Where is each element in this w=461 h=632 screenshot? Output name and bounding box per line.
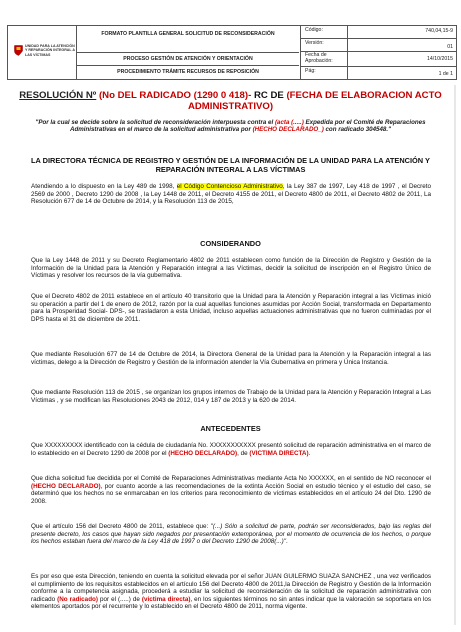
- antecedentes-paragraph-1: [31, 442, 431, 457]
- subtitle-text: "Por la cual se decide sobre la solicitud de reconsideración interpuesta contra el: [35, 119, 274, 126]
- considerando-paragraph-4: Que mediante Resolución 113 de 2015 , se organizan los grupos internos de Trabajo de la Unidad para la Atención y Reparación Integral a Las Víctimas , y se modifican las Resoluciones 2043 de 2012, 014 y 187 de 2013 y la 620 de 2014.: [31, 389, 431, 404]
- resolution-date-placeholder: (FECHA DE ELABORACION ACTO ADMINISTRATIVO): [187, 90, 442, 112]
- comite-decision-text: Que dicha solicitud fue decidida por el Comité de Reparaciones Administrativas mediante Acta No XXXXXX, en el sentido de NO reconocer el: [31, 475, 431, 482]
- hecho-declarado-placeholder: (HECHO DECLARADO): [168, 449, 238, 457]
- form-title: FORMATO PLANTILLA GENERAL SOLICITUD DE RECONSIDERACIÓN: [101, 31, 275, 37]
- page-number: 1 de 1: [438, 71, 453, 77]
- article-156-quote: "(...) Sólo a solicitud de parte, podrán ser reconsiderados, bajo las reglas del presente decreto, los casos que hayan sido negados por presentación extemporánea, por el momento de ocurrencia de los hechos, o porque los hechos estaban fuera del marco de la Ley 418 de 1997 o del Decreto 1290 de 2008(...)": [31, 523, 431, 546]
- version-value: 01: [447, 44, 453, 50]
- resolution-subtitle: [34, 119, 427, 134]
- considerando-heading: CONSIDERANDO: [200, 239, 261, 248]
- article-156-intro: Que el artículo 156 del Decreto 4800 de 2011, establece que:: [31, 523, 211, 530]
- form-title-cell: [77, 26, 299, 53]
- reconsideration-connector: por el (.....) de: [97, 595, 142, 603]
- antecedentes-heading: ANTECEDENTES: [200, 424, 261, 433]
- process-name: PROCESO GESTIÓN DE ATENCIÓN Y ORIENTACIÓN: [77, 53, 299, 66]
- resolution-rc: RC DE: [251, 90, 287, 101]
- organization-logo: [8, 26, 77, 79]
- reconsideration-text: Es por eso que esta Dirección, teniendo en cuenta la solicitud elevada por el señor JUAN GUILERMO SUAZA SANCHEZ , una vez verificados el cumplimiento de los requisitos establecidos en el artículo 156 del Decreto 4800 de 2011,la Dirección de Registro y Gestión de la Información conforme a la competencia asignada, procederá a estudiar la solicitud de reconsideración de la solicitud de reparación administrativa con radicado: [31, 573, 431, 603]
- radicado-placeholder: (No radicado): [57, 595, 98, 603]
- highlighted-code: el Código Contencioso Administrativo: [176, 183, 283, 190]
- antecedentes-paragraph-2: [31, 475, 431, 505]
- subtitle-radicado: con radicado 304548.": [323, 126, 391, 134]
- legal-basis-paragraph: [31, 183, 431, 206]
- code-value: 740,04,15-9: [425, 28, 453, 34]
- subtitle-text-2: Expedida por el Comité de Reparaciones Administrativas en el marco de la solicitud administrativa por: [70, 119, 426, 134]
- resolution-radicado: (No DEL RADICADO (1290 0 418)-: [98, 90, 252, 101]
- hecho-declarado-placeholder-2: (HECHO DECLARADO): [31, 482, 101, 490]
- legal-basis-text: Atendiendo a lo dispuesto en la Ley 489 de 1998,: [31, 183, 177, 190]
- header-titles: [77, 26, 299, 79]
- victima-directa-placeholder-2: (victima directa): [141, 595, 191, 603]
- code-row: [301, 26, 457, 39]
- procedure-name: PROCEDIMIENTO TRÁMITE RECURSOS DE REPOSICIÓN: [117, 69, 259, 75]
- antecedentes-text: Que XXXXXXXXX identificado con la cédula de ciudadanía No. XXXXXXXXXXX presentó solicitud de reparación administrativa en el marco de lo establecido en el Decreto 1290 de 2008 por el: [31, 442, 431, 457]
- approval-date-value: 14/10/2015: [427, 56, 453, 62]
- antecedentes-paragraph-4: [31, 573, 431, 611]
- considerando-paragraph-2: Que el Decreto 4802 de 2011 establece en el artículo 40 transitorio que la Unidad para la Atención y Reparación integral a las Víctimas inició su operación a partir del 1 de enero de 2012, razón por la cual aquellas funciones asumidas por Acción Social, transformada en Departamento para la Prosperidad Social- DPS-, se trasladaron a esta Unidad, incluso aquellas actuaciones administrativas que no fueron culminadas por el DPS hasta el 31 de diciembre de 2011.: [31, 293, 431, 323]
- page-label: Pág:: [305, 68, 316, 74]
- subtitle-acta: (acta: [273, 119, 290, 126]
- article-156-period: .: [285, 538, 288, 546]
- resolution-prefix: RESOLUCIÓN Nº: [19, 90, 97, 101]
- legal-basis-text-2: , la Ley 387 de 1997, Ley 418 de 1997 , el Decreto 2569 de 2000 , Decreto 1290 de 2008 , la Ley 1448 de 2011, el Decreto 4155 de 2011, el Decreto 4800 de 2011, el Decreto 4802 de 2011, La Resolución 677 de 14 de Octubre de 2014, y la Resolución 113 de 2015,: [31, 183, 432, 206]
- code-label: Código:: [305, 27, 323, 33]
- reconsideration-text-2: , en los siguientes términos no sin antes indicar que la valoración se soportara en los elementos aportados por el recurrente y lo establecido en el Decreto 4800 de 2011, norma vigente.: [31, 595, 432, 611]
- considerando-paragraph-3: Que mediante Resolución 677 de 14 de Octubre de 2014, la Directora General de la Unidad para la Atención y la Reparación integral a las víctimas, delego a la Dirección de Registro y Gestión de la información atender la Vía Gubernativa en primera y Única Instancia.: [31, 351, 431, 366]
- antecedentes-connector: , de: [237, 449, 250, 457]
- page-edge: [454, 85, 456, 625]
- approval-date-row: [301, 52, 457, 67]
- organization-name: UNIDAD PARA LA ATENCIÓN Y REPARACIÓN INTEGRAL A LAS VÍCTIMAS: [25, 44, 75, 57]
- page-row: [301, 67, 457, 79]
- antecedentes-period: .: [308, 449, 311, 457]
- header-metadata: [300, 26, 457, 79]
- considerando-paragraph-1: Que la Ley 1448 de 2011 y su Decreto Reglamentario 4802 de 2011 establecen como función de la Dirección de Registro y Gestión de la Información de la Unidad para la Atención y Reparación integral a las Víctimas, decidir la solicitud de inscripción en el Registro Único de Víctimas y resolver los recursos de la vía gubernativa.: [31, 257, 431, 280]
- subtitle-hecho: (HECHO DECLARADO_): [252, 126, 324, 134]
- victima-directa-placeholder: (VICTIMA DIRECTA): [249, 449, 309, 457]
- comite-decision-text-2: , por cuanto acorde a las recomendaciones de la extinta Acción Social en estudio técnico y el estudio del caso, se determinó que los hechos no se enmarcaban en los criterios para reconocimiento de víctimas establecidos en el artículo 24 del Dto. 1290 de 2008.: [31, 482, 431, 505]
- antecedentes-paragraph-3: [31, 523, 431, 546]
- version-label: Versión:: [305, 40, 324, 46]
- version-row: [301, 39, 457, 52]
- resolution-title: [10, 90, 451, 112]
- approval-date-label: Fecha de Aprobación:: [305, 52, 333, 64]
- authority-heading: LA DIRECTORA TÉCNICA DE REGISTRO Y GESTIÓN DE LA INFORMACIÓN DE LA UNIDAD PARA LA ATENCIÓN Y REPARACIÓN INTEGRAL A LAS VÍCTIMAS: [31, 156, 430, 174]
- coat-of-arms-icon: [14, 45, 23, 56]
- subtitle-acta-number: (.....): [289, 119, 306, 126]
- document-header: [7, 25, 457, 80]
